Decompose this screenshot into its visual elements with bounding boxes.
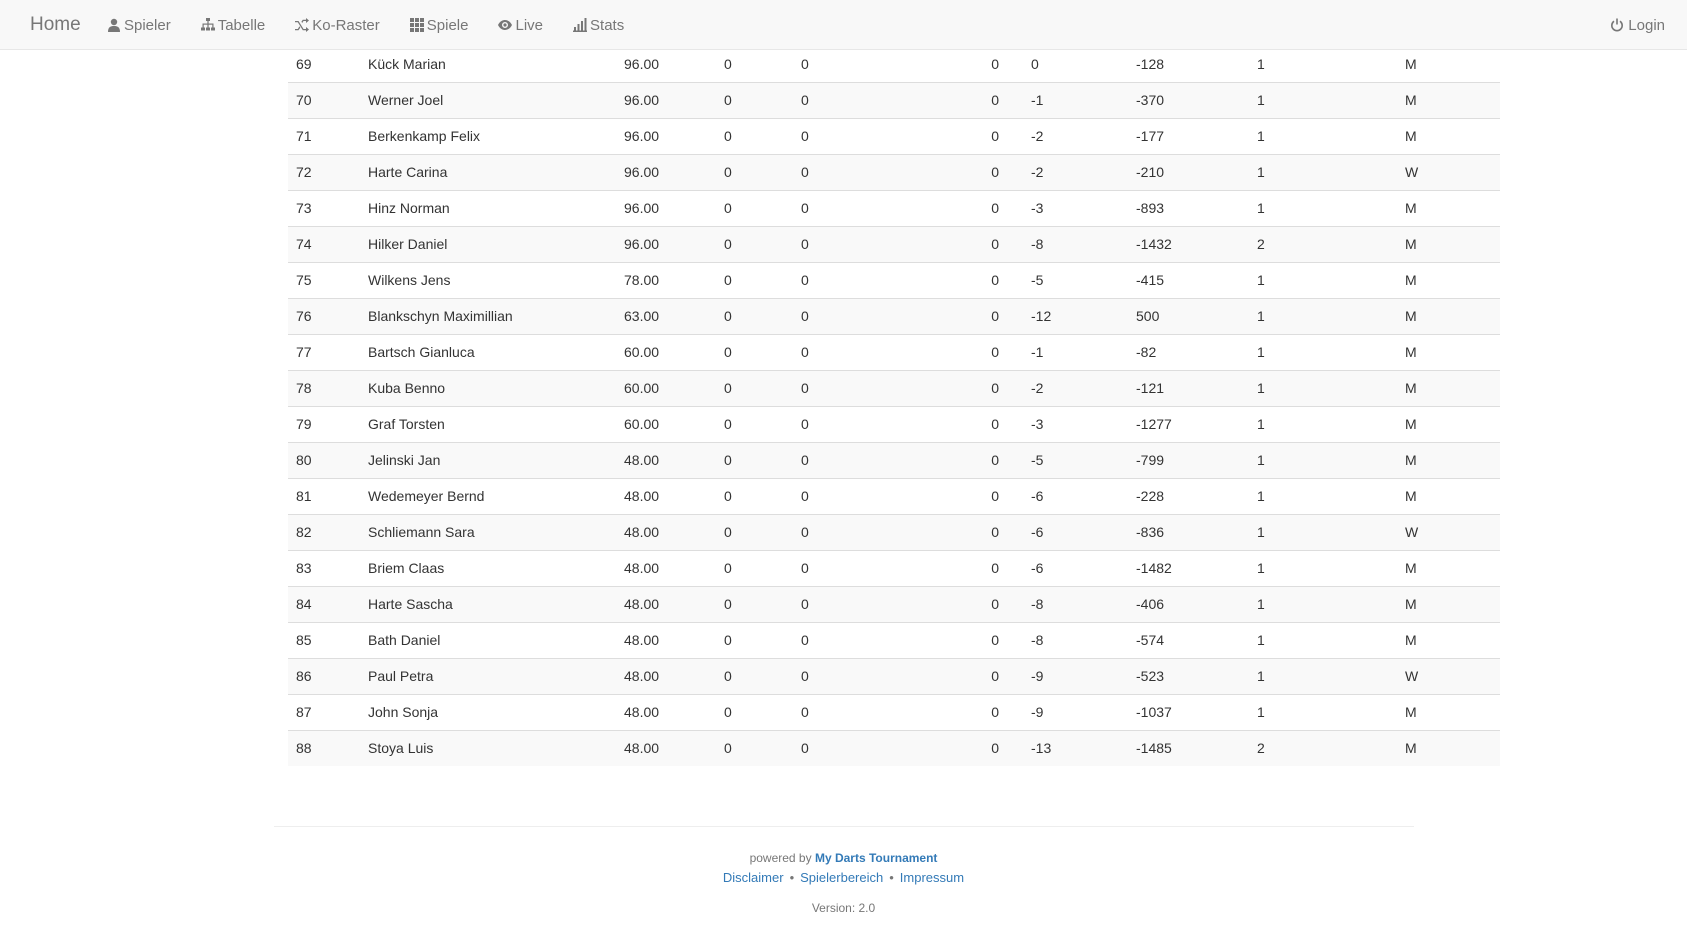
stat-cell-a: 0 — [716, 334, 793, 370]
footer-links — [0, 870, 1687, 886]
rank-cell: 76 — [288, 298, 360, 334]
stat-cell-c: 0 — [873, 622, 1023, 658]
stat-cell-a: 0 — [716, 82, 793, 118]
gender-cell: M — [1397, 262, 1500, 298]
count-cell: 1 — [1249, 406, 1397, 442]
table-row — [288, 442, 1500, 478]
points-cell: 60.00 — [616, 406, 716, 442]
footer — [0, 850, 1687, 916]
points-cell: 60.00 — [616, 370, 716, 406]
score-cell: -523 — [1128, 658, 1249, 694]
stat-cell-b: 0 — [793, 550, 873, 586]
points-cell: 48.00 — [616, 730, 716, 766]
difference-cell: -5 — [1023, 442, 1128, 478]
player-name-cell: Berkenkamp Felix — [360, 118, 616, 154]
footer-separator: • — [789, 870, 795, 885]
player-name-cell: Harte Sascha — [360, 586, 616, 622]
gender-cell: M — [1397, 226, 1500, 262]
count-cell: 1 — [1249, 82, 1397, 118]
eye-icon — [498, 18, 512, 32]
stat-cell-b: 0 — [793, 334, 873, 370]
difference-cell: -9 — [1023, 694, 1128, 730]
count-cell: 1 — [1249, 262, 1397, 298]
gender-cell: W — [1397, 154, 1500, 190]
score-cell: -893 — [1128, 190, 1249, 226]
rank-cell: 70 — [288, 82, 360, 118]
gender-cell: M — [1397, 298, 1500, 334]
nav-item-live[interactable] — [498, 17, 543, 34]
stat-cell-a: 0 — [716, 694, 793, 730]
difference-cell: -9 — [1023, 658, 1128, 694]
stat-cell-c: 0 — [873, 658, 1023, 694]
player-name-cell: Jelinski Jan — [360, 442, 616, 478]
table-row — [288, 694, 1500, 730]
score-cell: -406 — [1128, 586, 1249, 622]
player-name-cell: Harte Carina — [360, 154, 616, 190]
table-row — [288, 154, 1500, 190]
points-cell: 48.00 — [616, 514, 716, 550]
stat-cell-a: 0 — [716, 154, 793, 190]
player-name-cell: Stoya Luis — [360, 730, 616, 766]
points-cell: 78.00 — [616, 262, 716, 298]
stat-cell-b: 0 — [793, 622, 873, 658]
stat-cell-a: 0 — [716, 730, 793, 766]
stat-cell-a: 0 — [716, 586, 793, 622]
stat-cell-a: 0 — [716, 118, 793, 154]
table-row — [288, 514, 1500, 550]
count-cell: 1 — [1249, 190, 1397, 226]
powered-by-link[interactable]: My Darts Tournament — [814, 851, 938, 865]
points-cell: 96.00 — [624, 55, 660, 72]
player-name-cell: Hinz Norman — [360, 190, 616, 226]
gender-cell: M — [1397, 82, 1500, 118]
score-cell: -128 — [1136, 55, 1165, 72]
nav-item-label: Live — [515, 16, 544, 34]
nav-login-label: Login — [1628, 16, 1665, 34]
stat-cell-b: 0 — [793, 586, 873, 622]
stat-cell-a: 0 — [716, 190, 793, 226]
rank-cell: 72 — [288, 154, 360, 190]
nav-item-label: Spiele — [426, 16, 469, 34]
player-name-cell: Graf Torsten — [360, 406, 616, 442]
difference-cell: -2 — [1023, 154, 1128, 190]
stat-cell-b: 0 — [793, 298, 873, 334]
gender-cell: M — [1397, 478, 1500, 514]
score-cell: 500 — [1128, 298, 1249, 334]
score-cell: -836 — [1128, 514, 1249, 550]
table-row — [288, 118, 1500, 154]
rank-cell: 79 — [288, 406, 360, 442]
sitemap-icon — [201, 18, 215, 32]
user-icon — [107, 18, 121, 32]
table-row — [288, 46, 1500, 82]
stat-cell-c: 0 — [873, 82, 1023, 118]
points-cell: 48.00 — [616, 550, 716, 586]
table-row — [288, 226, 1500, 262]
player-name-cell: Paul Petra — [360, 658, 616, 694]
difference-cell: -13 — [1023, 730, 1128, 766]
count-cell: 1 — [1249, 154, 1397, 190]
score-cell: -574 — [1128, 622, 1249, 658]
stat-cell-b: 0 — [793, 694, 873, 730]
score-cell: -177 — [1128, 118, 1249, 154]
difference-cell: -1 — [1023, 334, 1128, 370]
powered-by — [0, 850, 1687, 866]
score-cell: -82 — [1128, 334, 1249, 370]
spielerbereich-link[interactable]: Spielerbereich — [800, 870, 884, 885]
rank-cell: 75 — [288, 262, 360, 298]
count-cell: 1 — [1249, 298, 1397, 334]
gender-cell: W — [1397, 658, 1500, 694]
rank-cell: 74 — [288, 226, 360, 262]
score-cell: -1485 — [1128, 730, 1249, 766]
points-cell: 48.00 — [616, 658, 716, 694]
gender-cell: M — [1397, 370, 1500, 406]
count-cell: 1 — [1257, 55, 1265, 72]
stat-cell-a: 0 — [716, 370, 793, 406]
difference-cell: -2 — [1023, 118, 1128, 154]
stat-cell-c: 0 — [873, 262, 1023, 298]
power-icon — [1610, 18, 1624, 32]
stat-cell-b: 0 — [793, 658, 873, 694]
rank-cell: 71 — [288, 118, 360, 154]
count-cell: 1 — [1249, 550, 1397, 586]
gender-cell: M — [1397, 442, 1500, 478]
count-cell: 1 — [1249, 658, 1397, 694]
stat-cell-b: 0 — [793, 370, 873, 406]
table-row — [288, 622, 1500, 658]
table-row — [288, 190, 1500, 226]
difference-cell: -6 — [1023, 514, 1128, 550]
stat-cell-c: 0 — [873, 226, 1023, 262]
stat-cell-a: 0 — [716, 550, 793, 586]
gender-cell: M — [1397, 118, 1500, 154]
difference-cell: -1 — [1023, 82, 1128, 118]
stat-cell-b: 0 — [793, 730, 873, 766]
table-row — [288, 262, 1500, 298]
stat-cell-b: 0 — [793, 154, 873, 190]
rank-cell: 69 — [296, 55, 312, 72]
points-cell: 48.00 — [616, 442, 716, 478]
player-name-cell: Wedemeyer Bernd — [360, 478, 616, 514]
player-name-cell: Schliemann Sara — [360, 514, 616, 550]
difference-cell: -6 — [1023, 478, 1128, 514]
nav-item-stats[interactable] — [573, 17, 624, 34]
count-cell: 1 — [1249, 586, 1397, 622]
count-cell: 1 — [1249, 118, 1397, 154]
gender-cell: M — [1397, 730, 1500, 766]
difference-cell: -8 — [1023, 226, 1128, 262]
difference-cell: -3 — [1023, 406, 1128, 442]
stat-cell-b: 0 — [793, 406, 873, 442]
points-cell: 96.00 — [616, 190, 716, 226]
score-cell: -1432 — [1128, 226, 1249, 262]
ranking-table — [288, 46, 1500, 766]
disclaimer-link[interactable]: Disclaimer — [722, 870, 784, 885]
stat-cell-b: 0 — [793, 514, 873, 550]
gender-cell: M — [1405, 55, 1417, 72]
score-cell: -1037 — [1128, 694, 1249, 730]
stat-cell-a: 0 — [716, 514, 793, 550]
stat-cell-c: 0 — [873, 334, 1023, 370]
stat-cell-b: 0 — [793, 262, 873, 298]
stat-cell-a: 0 — [716, 658, 793, 694]
count-cell: 2 — [1249, 730, 1397, 766]
nav-items — [107, 0, 654, 50]
stat-cell-a: 0 — [716, 226, 793, 262]
gender-cell: M — [1397, 406, 1500, 442]
stat-cell-b: 0 — [793, 478, 873, 514]
player-name-cell: Wilkens Jens — [360, 262, 616, 298]
stat-cell-c: 0 — [873, 118, 1023, 154]
gender-cell: M — [1397, 694, 1500, 730]
player-name-cell: Werner Joel — [360, 82, 616, 118]
points-cell: 63.00 — [616, 298, 716, 334]
score-cell: -1482 — [1128, 550, 1249, 586]
stat-cell-b: 0 — [793, 190, 873, 226]
ranking-table-container — [288, 46, 1419, 766]
stat-cell-c: 0 — [873, 190, 1023, 226]
stat-cell-c: 0 — [873, 730, 1023, 766]
gender-cell: M — [1397, 190, 1500, 226]
nav-item-spiele[interactable] — [410, 17, 469, 34]
difference-cell: -8 — [1023, 622, 1128, 658]
footer-separator: • — [889, 870, 894, 885]
player-name-cell: John Sonja — [360, 694, 616, 730]
table-row — [288, 370, 1500, 406]
random-icon — [295, 18, 309, 32]
count-cell: 1 — [1249, 514, 1397, 550]
ranking-table-body — [288, 46, 1500, 766]
difference-cell: -6 — [1023, 550, 1128, 586]
stat-cell-c: 0 — [873, 154, 1023, 190]
count-cell: 1 — [1249, 370, 1397, 406]
count-cell: 1 — [1249, 694, 1397, 730]
stat-cell-c: 0 — [873, 370, 1023, 406]
rank-cell: 85 — [288, 622, 360, 658]
stat-cell-c: 0 — [873, 406, 1023, 442]
grid-icon — [410, 18, 424, 32]
table-row — [288, 730, 1500, 766]
score-cell: -415 — [1128, 262, 1249, 298]
nav-login[interactable] — [1610, 0, 1665, 50]
stat-cell-a: 0 — [716, 478, 793, 514]
nav-item-label: Ko-Raster — [312, 16, 380, 34]
stat-cell-a: 0 — [724, 55, 732, 72]
nav-item-label: Tabelle — [217, 16, 266, 34]
table-row — [288, 406, 1500, 442]
score-cell: -121 — [1128, 370, 1249, 406]
points-cell: 96.00 — [616, 118, 716, 154]
rank-cell: 77 — [288, 334, 360, 370]
nav-item-tabelle[interactable] — [201, 17, 266, 34]
difference-cell: -8 — [1023, 586, 1128, 622]
nav-item-ko-raster[interactable] — [295, 17, 380, 34]
footer-divider — [274, 826, 1414, 827]
impressum-link[interactable]: Impressum — [899, 870, 965, 885]
stat-cell-c: 0 — [873, 550, 1023, 586]
stat-cell-c: 0 — [873, 694, 1023, 730]
difference-cell: 0 — [1031, 55, 1039, 72]
player-name-cell: Blankschyn Maximillian — [360, 298, 616, 334]
score-cell: -1277 — [1128, 406, 1249, 442]
score-cell: -370 — [1128, 82, 1249, 118]
difference-cell: -5 — [1023, 262, 1128, 298]
rank-cell: 78 — [288, 370, 360, 406]
rank-cell: 81 — [288, 478, 360, 514]
points-cell: 96.00 — [616, 82, 716, 118]
table-row — [288, 334, 1500, 370]
difference-cell: -2 — [1023, 370, 1128, 406]
stat-cell-a: 0 — [716, 622, 793, 658]
rank-cell: 88 — [288, 730, 360, 766]
stats-icon — [573, 18, 587, 32]
table-row — [288, 586, 1500, 622]
player-name-cell: Kuba Benno — [360, 370, 616, 406]
rank-cell: 87 — [288, 694, 360, 730]
nav-item-label: Stats — [590, 16, 625, 34]
table-row — [288, 658, 1500, 694]
gender-cell: M — [1397, 622, 1500, 658]
points-cell: 48.00 — [616, 622, 716, 658]
score-cell: -228 — [1128, 478, 1249, 514]
stat-cell-b: 0 — [793, 442, 873, 478]
stat-cell-c: 0 — [873, 442, 1023, 478]
top-navbar — [0, 0, 1687, 50]
nav-item-spieler[interactable] — [107, 17, 171, 34]
count-cell: 1 — [1249, 334, 1397, 370]
count-cell: 2 — [1249, 226, 1397, 262]
score-cell: -210 — [1128, 154, 1249, 190]
difference-cell: -12 — [1023, 298, 1128, 334]
table-row — [288, 298, 1500, 334]
player-name-cell: Briem Claas — [360, 550, 616, 586]
count-cell: 1 — [1249, 478, 1397, 514]
player-name-cell: Bath Daniel — [360, 622, 616, 658]
stat-cell-c: 0 — [873, 514, 1023, 550]
table-row — [288, 82, 1500, 118]
stat-cell-c: 0 — [873, 478, 1023, 514]
rank-cell: 86 — [288, 658, 360, 694]
gender-cell: W — [1397, 514, 1500, 550]
points-cell: 48.00 — [616, 586, 716, 622]
gender-cell: M — [1397, 550, 1500, 586]
table-row — [288, 478, 1500, 514]
count-cell: 1 — [1249, 442, 1397, 478]
points-cell: 96.00 — [616, 154, 716, 190]
count-cell: 1 — [1249, 622, 1397, 658]
stat-cell-b: 0 — [793, 118, 873, 154]
stat-cell-a: 0 — [716, 298, 793, 334]
player-name-cell: Bartsch Gianluca — [360, 334, 616, 370]
stat-cell-a: 0 — [716, 442, 793, 478]
stat-cell-b: 0 — [793, 82, 873, 118]
stat-cell-b: 0 — [793, 226, 873, 262]
points-cell: 60.00 — [616, 334, 716, 370]
stat-cell-a: 0 — [716, 406, 793, 442]
stat-cell-c: 0 — [873, 298, 1023, 334]
player-name-cell: Hilker Daniel — [360, 226, 616, 262]
rank-cell: 82 — [288, 514, 360, 550]
rank-cell: 83 — [288, 550, 360, 586]
rank-cell: 73 — [288, 190, 360, 226]
stat-cell-a: 0 — [716, 262, 793, 298]
points-cell: 96.00 — [616, 226, 716, 262]
stat-cell-b: 0 — [801, 55, 809, 72]
table-row — [288, 550, 1500, 586]
rank-cell: 80 — [288, 442, 360, 478]
points-cell: 48.00 — [616, 694, 716, 730]
player-name-cell: Kück Marian — [368, 55, 446, 72]
nav-item-label: Spieler — [124, 16, 171, 34]
gender-cell: M — [1397, 586, 1500, 622]
gender-cell: M — [1397, 334, 1500, 370]
score-cell: -799 — [1128, 442, 1249, 478]
powered-by-text: powered by — [749, 851, 812, 865]
points-cell: 48.00 — [616, 478, 716, 514]
stat-cell-c: 0 — [991, 55, 999, 72]
nav-home-link[interactable]: Home — [30, 14, 81, 35]
version-text: Version: 2.0 — [811, 901, 876, 915]
stat-cell-c: 0 — [873, 586, 1023, 622]
rank-cell: 84 — [288, 586, 360, 622]
difference-cell: -3 — [1023, 190, 1128, 226]
